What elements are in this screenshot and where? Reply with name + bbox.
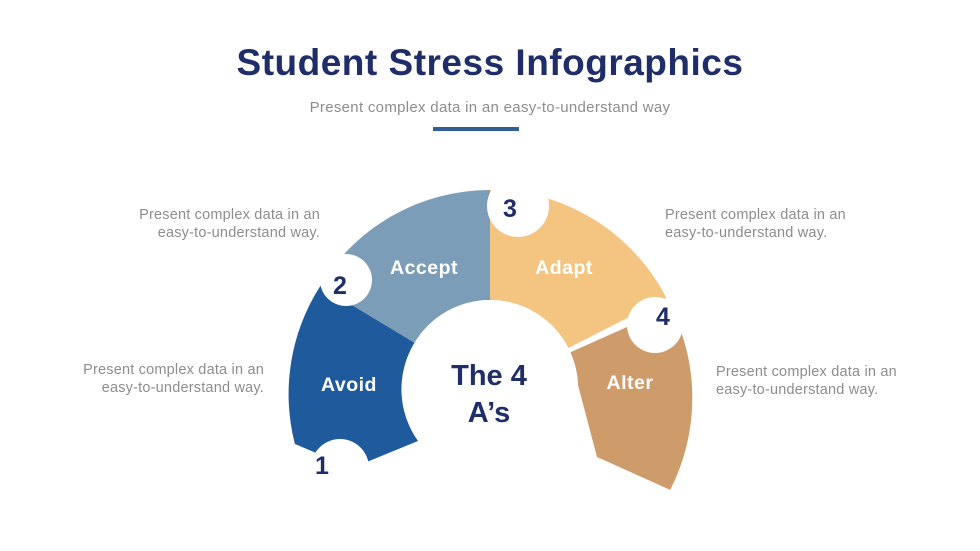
center-title-line1: The 4 [451,360,527,392]
page-subtitle: Present complex data in an easy-to-understand way [309,99,671,116]
description-line: easy-to-understand way. [101,379,264,396]
segment-label-adapt: Adapt [535,257,593,279]
description-line: easy-to-understand way. [157,224,320,241]
center-title-line2: A’s [467,397,511,429]
description-line: Present complex data in an [716,364,897,380]
description-line: Present complex data in an [665,207,846,223]
description-line: easy-to-understand way. [716,381,879,398]
segment-label-alter: Alter [606,372,654,394]
description-line: easy-to-understand way. [665,224,828,241]
notch-4 [627,297,683,353]
step-number-3: 3 [503,195,517,223]
segment-label-avoid: Avoid [321,374,377,396]
description-line: Present complex data in an [83,362,264,378]
step-number-2: 2 [333,272,347,300]
notch-3 [487,175,549,237]
step-number-4: 4 [656,303,670,331]
page-title: Student Stress Infographics [236,42,744,83]
description-line: Present complex data in an [139,207,320,223]
segment-label-accept: Accept [389,257,459,279]
step-number-1: 1 [315,452,329,480]
